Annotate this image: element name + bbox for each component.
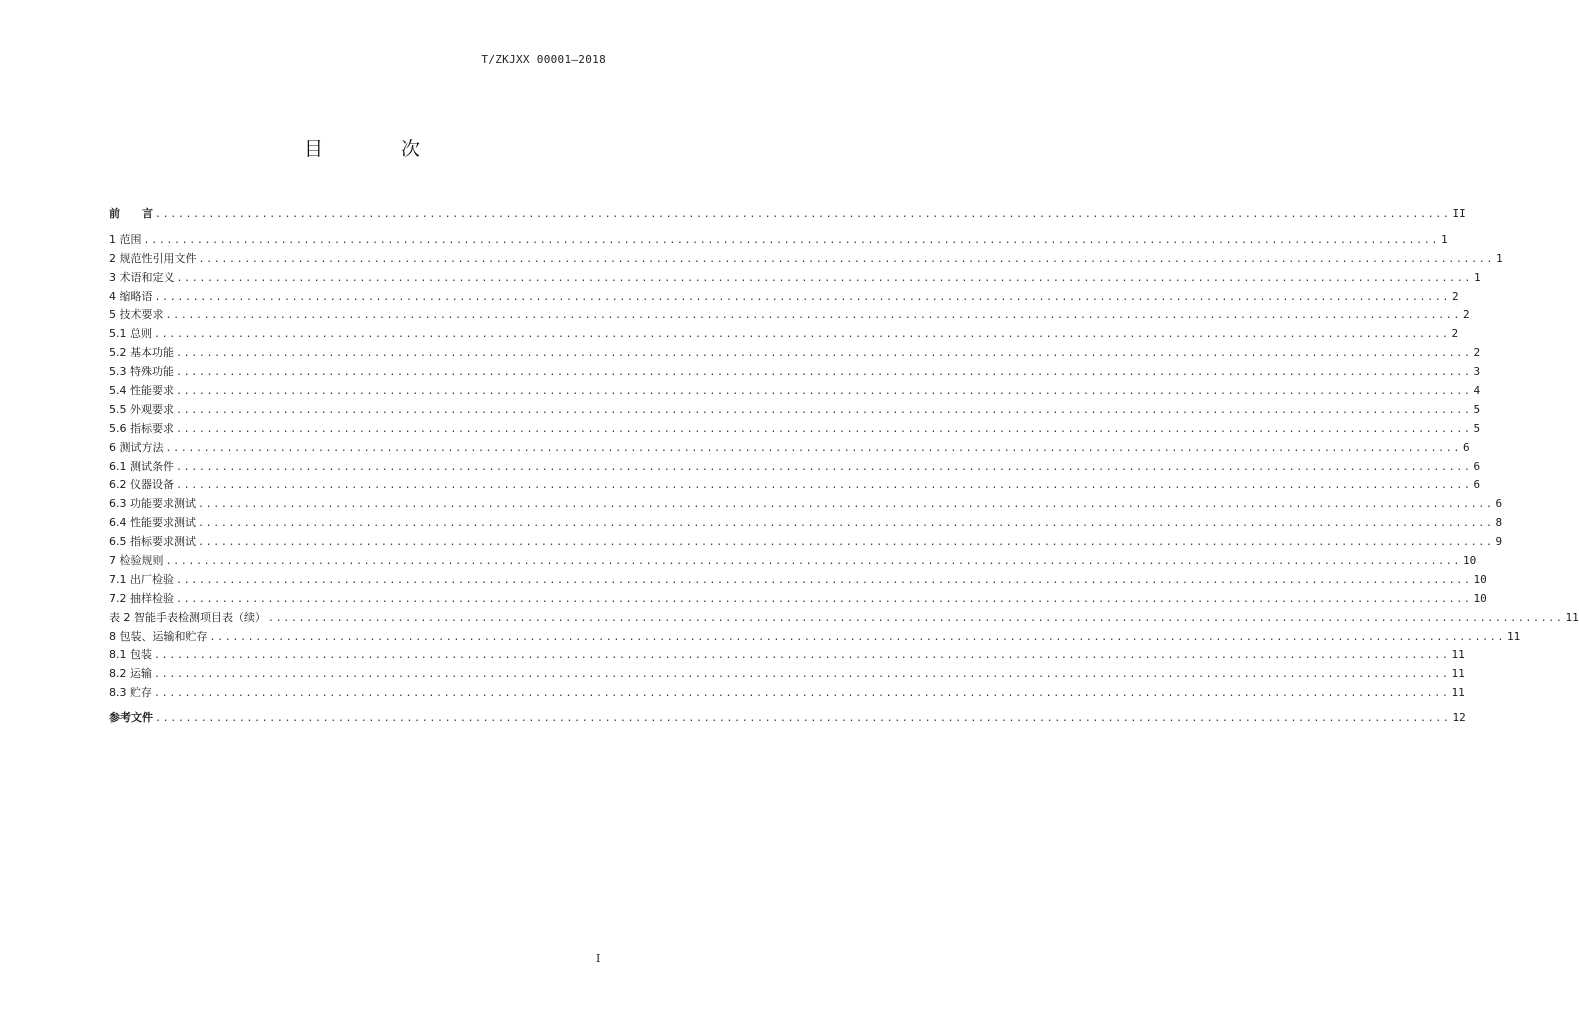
toc-entry[interactable]	[109, 665, 1465, 684]
toc-entry-label: 8.1 包装	[109, 648, 152, 662]
toc-dot-leader: ..........................................................................................................................................................................	[268, 612, 1564, 624]
toc-entry-label: 7.2 抽样检验	[109, 591, 174, 605]
toc-dot-leader: ..........................................................................................................................................................................	[176, 593, 1472, 605]
toc-entry[interactable]	[109, 420, 1481, 439]
toc-entry-page: 5	[1473, 421, 1481, 435]
toc-entry[interactable]	[109, 231, 1448, 250]
toc-dot-leader: ..........................................................................................................................................................................	[143, 234, 1439, 246]
toc-entry[interactable]	[109, 205, 1466, 224]
toc-entry-page: 9	[1495, 535, 1503, 549]
footer-page-number: I	[596, 952, 601, 965]
toc-dot-leader: ..........................................................................................................................................................................	[176, 272, 1472, 284]
toc-entry[interactable]	[109, 306, 1470, 325]
page-title: 目 次	[303, 138, 457, 160]
toc-entry-label: 表 2 智能手表检测项目表（续）	[109, 610, 266, 624]
toc-entry-page: 11	[1565, 610, 1579, 624]
toc-entry-page: 4	[1473, 384, 1481, 398]
toc-entry-page: 11	[1451, 667, 1465, 681]
toc-entry[interactable]	[109, 458, 1481, 477]
toc-entry[interactable]	[109, 709, 1466, 728]
toc-entry-page: 8	[1495, 516, 1503, 530]
toc-dot-leader: ..........................................................................................................................................................................	[176, 480, 1472, 492]
toc-entry-label: 6.2 仪器设备	[109, 478, 174, 492]
toc-dot-leader: ..........................................................................................................................................................................	[198, 537, 1494, 549]
toc-dot-leader: ..........................................................................................................................................................................	[176, 367, 1472, 379]
toc-entry-label: 8.3 贮存	[109, 686, 152, 700]
toc-entry-label: 5.4 性能要求	[109, 384, 174, 398]
toc-dot-leader: ..........................................................................................................................................................................	[176, 386, 1472, 398]
toc-entry-page: 1	[1496, 251, 1503, 265]
toc-entry-page: 1	[1441, 232, 1448, 246]
toc-entry-label: 5.6 指标要求	[109, 421, 174, 435]
toc-entry-label: 5 技术要求	[109, 308, 164, 322]
toc-dot-leader: ..........................................................................................................................................................................	[198, 499, 1494, 511]
toc-entry-label: 5.3 特殊功能	[109, 365, 174, 379]
toc-entry-page: 6	[1473, 478, 1481, 492]
toc-dot-leader: ..........................................................................................................................................................................	[154, 669, 1450, 681]
toc-dot-leader: ..........................................................................................................................................................................	[165, 310, 1461, 322]
toc-entry[interactable]	[109, 533, 1503, 552]
standard-code: T/ZKJXX 00001—2018	[481, 53, 606, 66]
toc-entry[interactable]	[109, 552, 1477, 571]
toc-entry-label: 参考文件	[109, 711, 153, 725]
toc-entry-page: 10	[1473, 591, 1487, 605]
toc-entry-page: 6	[1495, 497, 1503, 511]
toc-dot-leader: ..........................................................................................................................................................................	[176, 404, 1472, 416]
toc-dot-leader: ..........................................................................................................................................................................	[176, 574, 1472, 586]
toc-dot-leader: ..........................................................................................................................................................................	[198, 253, 1494, 265]
toc-entry[interactable]	[109, 571, 1487, 590]
toc-entry-page: 11	[1451, 686, 1465, 700]
toc-entry[interactable]	[109, 325, 1459, 344]
toc-entry-page: 2	[1463, 308, 1470, 322]
toc-entry-page: 3	[1473, 365, 1481, 379]
toc-dot-leader: ..........................................................................................................................................................................	[209, 631, 1505, 643]
toc-entry-label: 前 言	[109, 207, 153, 220]
toc-entry-label: 4 缩略语	[109, 289, 153, 303]
toc-entry[interactable]	[109, 514, 1503, 533]
toc-entry[interactable]	[109, 439, 1470, 458]
toc-entry-page: 10	[1463, 554, 1477, 568]
toc-entry-page: 2	[1451, 327, 1459, 341]
toc-dot-leader: ..........................................................................................................................................................................	[176, 423, 1472, 435]
toc-entry[interactable]	[109, 609, 1579, 628]
toc-entry[interactable]	[109, 646, 1465, 665]
toc-dot-leader: ..........................................................................................................................................................................	[165, 442, 1461, 454]
toc-entry-label: 1 范围	[109, 232, 142, 246]
toc-entry-label: 7.1 出厂检验	[109, 572, 174, 586]
toc-dot-leader: ..........................................................................................................................................................................	[154, 688, 1450, 700]
toc-entry-label: 6.4 性能要求测试	[109, 516, 196, 530]
toc-dot-leader: ..........................................................................................................................................................................	[165, 556, 1461, 568]
toc-dot-leader: ..........................................................................................................................................................................	[154, 329, 1450, 341]
toc-entry[interactable]	[109, 401, 1481, 420]
toc-dot-leader: ..........................................................................................................................................................................	[154, 291, 1450, 303]
toc-entry-page: 2	[1452, 289, 1459, 303]
toc-dot-leader: ..........................................................................................................................................................................	[155, 209, 1451, 220]
toc-entry-label: 2 规范性引用文件	[109, 251, 197, 265]
toc-entry-page: 2	[1473, 346, 1481, 360]
toc-dot-leader: ..........................................................................................................................................................................	[176, 461, 1472, 473]
toc-entry[interactable]	[109, 382, 1481, 401]
toc-entry[interactable]	[109, 250, 1503, 269]
toc-entry-label: 6.5 指标要求测试	[109, 535, 196, 549]
toc-dot-leader: ..........................................................................................................................................................................	[198, 518, 1494, 530]
toc-dot-leader: ..........................................................................................................................................................................	[155, 713, 1451, 725]
toc-entry-label: 8.2 运输	[109, 667, 152, 681]
table-of-contents	[109, 205, 1579, 728]
toc-entry-page: 11	[1451, 648, 1465, 662]
toc-entry-page: 5	[1473, 402, 1481, 416]
toc-entry[interactable]	[109, 363, 1481, 382]
toc-entry-label: 5.5 外观要求	[109, 402, 174, 416]
toc-entry-page: 6	[1473, 459, 1481, 473]
toc-entry[interactable]	[109, 628, 1521, 647]
toc-entry[interactable]	[109, 344, 1481, 363]
toc-entry[interactable]	[109, 269, 1481, 288]
toc-entry-label: 6 测试方法	[109, 440, 164, 454]
toc-entry-page: 12	[1452, 711, 1466, 725]
toc-entry-label: 6.3 功能要求测试	[109, 497, 196, 511]
toc-entry-label: 5.2 基本功能	[109, 346, 174, 360]
toc-entry[interactable]	[109, 495, 1503, 514]
toc-entry[interactable]	[109, 288, 1459, 307]
toc-entry-page: 11	[1507, 629, 1521, 643]
toc-entry-page: 1	[1474, 270, 1481, 284]
toc-entry-label: 7 检验规则	[109, 554, 164, 568]
toc-entry-page: II	[1452, 207, 1466, 220]
toc-entry-page: 6	[1463, 440, 1470, 454]
toc-entry-label: 3 术语和定义	[109, 270, 175, 284]
toc-entry-label: 5.1 总则	[109, 327, 152, 341]
toc-dot-leader: ..........................................................................................................................................................................	[176, 348, 1472, 360]
toc-dot-leader: ..........................................................................................................................................................................	[154, 650, 1450, 662]
toc-entry[interactable]	[109, 476, 1481, 495]
toc-entry-label: 6.1 测试条件	[109, 459, 174, 473]
toc-entry-label: 8 包装、运输和贮存	[109, 629, 208, 643]
toc-entry[interactable]	[109, 590, 1487, 609]
toc-entry-page: 10	[1473, 572, 1487, 586]
toc-entry[interactable]	[109, 684, 1465, 703]
